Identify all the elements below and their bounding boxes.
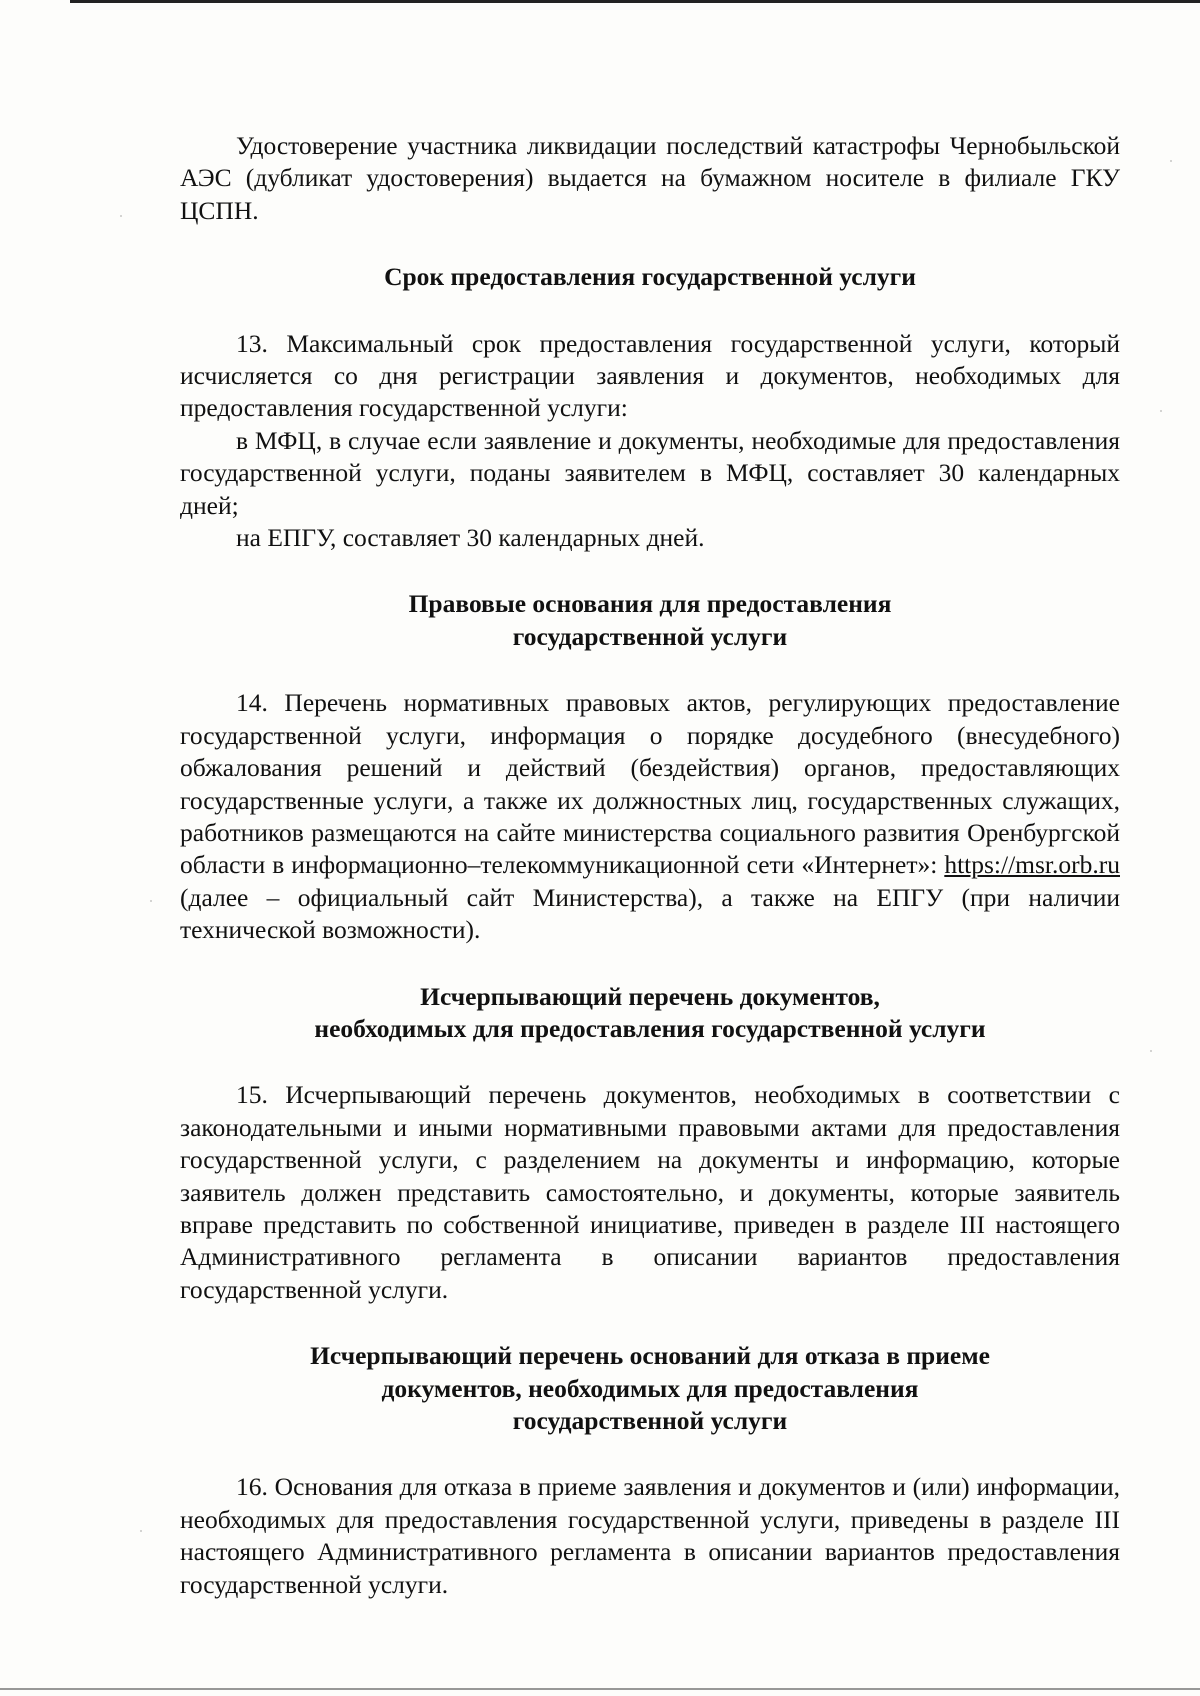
spacer xyxy=(180,947,1120,981)
heading-refusal-grounds xyxy=(180,1340,1120,1437)
heading-line: Исчерпывающий перечень оснований для отказа в приеме xyxy=(310,1341,990,1371)
paragraph-13-mfc: в МФЦ, в случае если заявление и документы, необходимые для предоставления государственной услуги, поданы заявителем в МФЦ, составляет 30 календарных дней; xyxy=(180,425,1120,520)
scan-speck xyxy=(1150,1050,1152,1052)
paragraph-15: 15. Исчерпывающий перечень документов, необходимых в соответствии с законодательными и иными нормативными правовыми актами для предоставления государственной услуги, с разделением на документы и информацию, которые заявитель должен представить самостоятельно, и документы, которые заявитель вправе представить по собственной инициативе, приведен в разделе III настоящего Административного регламента в описании вариантов предоставления государственной услуги. xyxy=(180,1080,1120,1304)
spacer xyxy=(180,1045,1120,1079)
scan-speck xyxy=(1160,410,1162,412)
heading-term: Срок предоставления государственной услуги xyxy=(384,262,916,292)
paragraph-14 xyxy=(180,687,1120,946)
paragraph-13: 13. Максимальный срок предоставления государственной услуги, который исчисляется со дня регистрации заявления и документов, необходимых для предоставления государственной услуги: xyxy=(180,328,1120,423)
spacer xyxy=(180,227,1120,261)
scan-edge-top xyxy=(70,0,1200,3)
scan-edge-bottom xyxy=(0,1688,1200,1690)
scan-speck xyxy=(120,215,122,217)
document-body xyxy=(180,130,1120,1601)
heading-legal-grounds xyxy=(180,588,1120,653)
heading-line: документов, необходимых для предоставления xyxy=(381,1373,919,1403)
paragraph-14-text-end: (далее – официальный сайт Министерства), а также на ЕПГУ (при наличии технической возможности). xyxy=(180,882,1120,945)
paragraph-certificate: Удостоверение участника ликвидации последствий катастрофы Чернобыльской АЭС (дубликат удостоверения) выдается на бумажном носителе в филиале ГКУ ЦСПН. xyxy=(180,131,1120,225)
scan-speck xyxy=(150,900,152,902)
heading-line: необходимых для предоставления государственной услуги xyxy=(314,1013,986,1043)
scan-speck xyxy=(1170,160,1172,162)
paragraph-13-epgu: на ЕПГУ, составляет 30 календарных дней. xyxy=(236,523,705,553)
paragraph-14-text: 14. Перечень нормативных правовых актов, регулирующих предоставление государственной услуги, информация о порядке досудебного (внесудебного) обжалования решений и действий (бездействия) органов, предоставляющих государственные услуги, а также их должностных лиц, государственных служащих, работников размещаются на сайте министерства социального развития Оренбургской области в информационно–телекоммуникационной сети «Интернет»: xyxy=(180,688,1120,880)
spacer xyxy=(180,1437,1120,1471)
heading-documents-list xyxy=(180,981,1120,1046)
heading-line: Исчерпывающий перечень документов, xyxy=(420,981,880,1011)
scan-speck xyxy=(140,1530,142,1532)
heading-line: государственной услуги xyxy=(512,1406,788,1435)
ministry-site-link[interactable]: https://msr.orb.ru xyxy=(944,850,1120,880)
spacer xyxy=(180,1306,1120,1340)
paragraph-16: 16. Основания для отказа в приеме заявления и документов и (или) информации, необходимых для предоставления государственной услуги, приведены в разделе III настоящего Административного регламента в описании вариантов предоставления государственной услуги. xyxy=(180,1472,1120,1599)
spacer xyxy=(180,294,1120,328)
spacer xyxy=(180,653,1120,687)
spacer xyxy=(180,554,1120,588)
heading-line: Правовые основания для предоставления xyxy=(408,589,892,619)
heading-line: государственной услуги xyxy=(512,621,788,651)
